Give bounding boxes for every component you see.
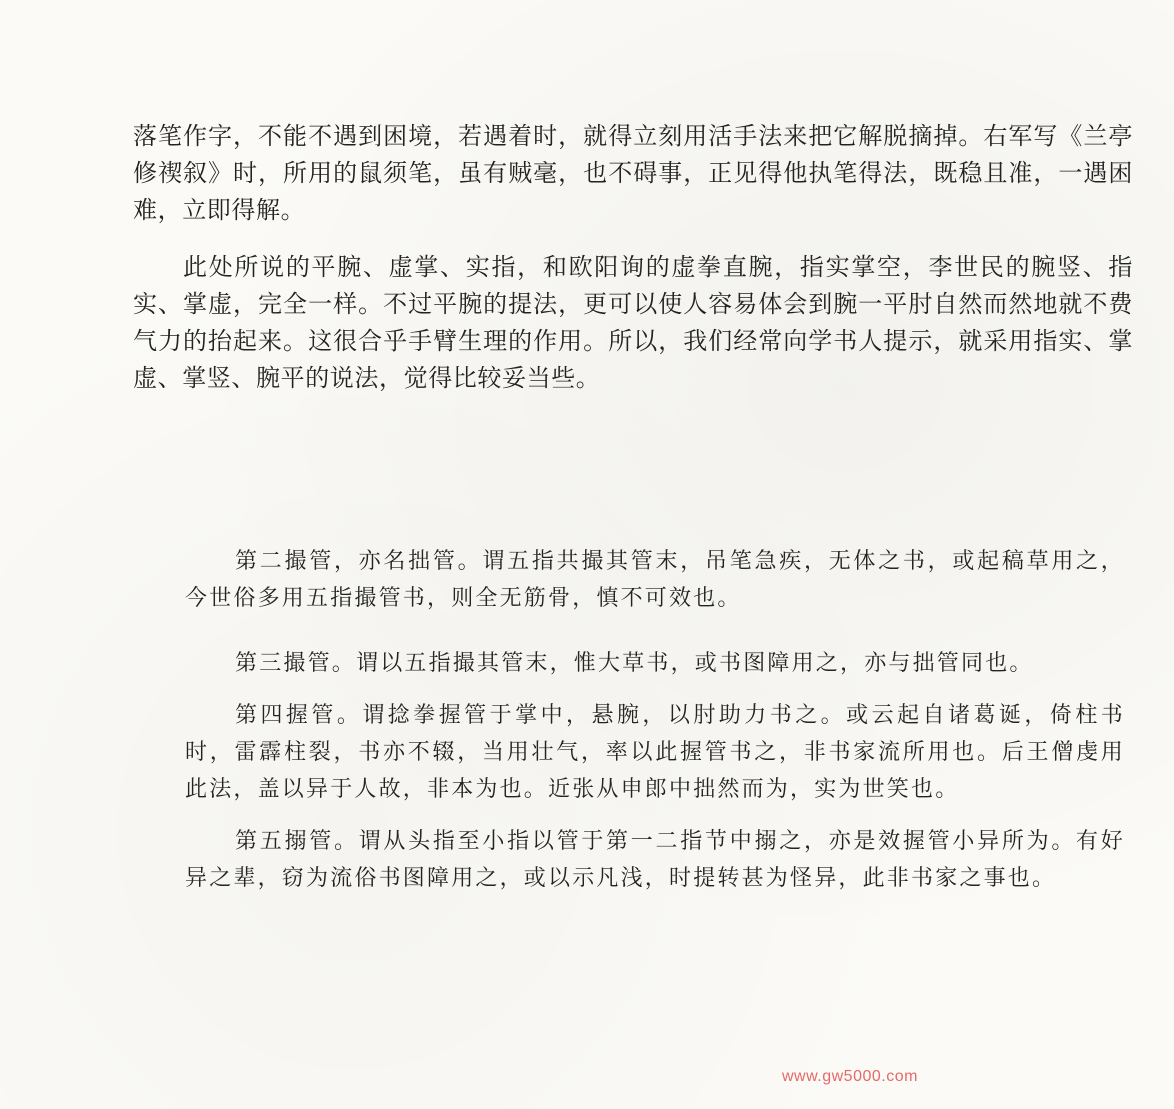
site-watermark: www.gw5000.com	[782, 1068, 918, 1085]
quoted-passage	[185, 543, 1125, 912]
quote-paragraph-4: 第四握管。谓捻拳握管于掌中，悬腕，以肘助力书之。或云起自诸葛诞，倚柱书时，雷霹柱裂，书亦不辍，当用壮气，率以此握管书之，非书家流所用也。后王僧虔用此法，盖以异于人故，非本为也。近张从申郎中拙然而为，实为世笑也。	[185, 703, 1125, 802]
body-text	[133, 118, 1133, 417]
quote-paragraph-2: 第二撮管，亦名拙管。谓五指共撮其管末，吊笔急疾，无体之书，或起稿草用之，今世俗多用五指撮管书，则全无筋骨，慎不可效也。	[185, 549, 1125, 611]
body-paragraph-2: 此处所说的平腕、虚掌、实指，和欧阳询的虚拳直腕，指实掌空，李世民的腕竖、指实、掌虚，完全一样。不过平腕的提法，更可以使人容易体会到腕一平肘自然而然地就不费气力的抬起来。这很合乎手臂生理的作用。所以，我们经常向学书人提示，就采用指实、掌虚、掌竖、腕平的说法，觉得比较妥当些。	[133, 253, 1133, 392]
body-paragraph-1: 落笔作字，不能不遇到困境，若遇着时，就得立刻用活手法来把它解脱摘掉。右军写《兰亭修禊叙》时，所用的鼠须笔，虽有贼毫，也不碍事，正见得他执笔得法，既稳且准，一遇困难，立即得解。	[133, 122, 1133, 224]
quote-paragraph-3: 第三撮管。谓以五指撮其管末，惟大草书，或书图障用之，亦与拙管同也。	[235, 651, 1034, 676]
quote-paragraph-5: 第五搦管。谓从头指至小指以管于第一二指节中搦之，亦是效握管小异所为。有好异之辈，窃为流俗书图障用之，或以示凡浅，时提转甚为怪异，此非书家之事也。	[185, 829, 1125, 891]
